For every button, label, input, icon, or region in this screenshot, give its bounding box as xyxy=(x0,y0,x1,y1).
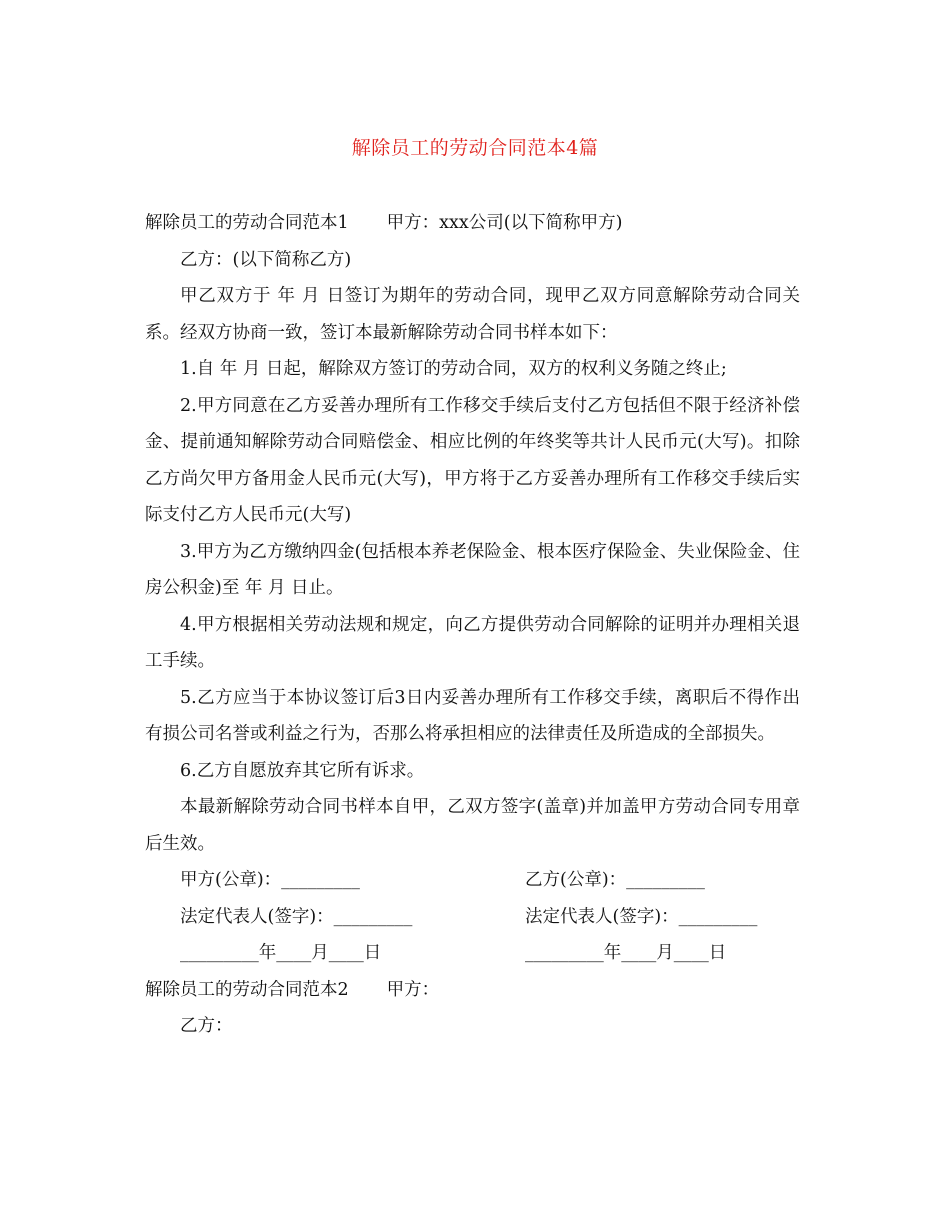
party-b-date-field: _________年____月____日 xyxy=(525,943,727,963)
party-a-seal-field: 甲方(公章)：_________ xyxy=(180,870,360,890)
contract1-item-6: 6.乙方自愿放弃其它所有诉求。 xyxy=(180,760,425,781)
contract2-heading: 解除员工的劳动合同范本2 xyxy=(145,979,349,1000)
party-b-seal-field: 乙方(公章)：_________ xyxy=(525,870,705,890)
contract2-heading-line xyxy=(145,972,800,1009)
contract1-party-b: 乙方：(以下简称乙方) xyxy=(180,249,352,270)
signature-row-representative xyxy=(145,899,800,936)
party-a-representative-field: 法定代表人(签字)：_________ xyxy=(180,906,413,927)
contract1-heading: 解除员工的劳动合同范本1 xyxy=(145,213,349,233)
signature-row-date xyxy=(145,935,800,972)
contract1-item-1: 1.自 年 月 日起，解除双方签订的劳动合同，双方的权利义务随之终止; xyxy=(180,359,727,379)
contract1-item-3: 3.甲方为乙方缴纳四金(包括根本养老保险金、根本医疗保险金、失业保险金、住房公积金)至 年 月 日止。 xyxy=(145,541,800,598)
party-b-representative-field: 法定代表人(签字)：_________ xyxy=(525,906,758,927)
party-a-date-field: _________年____月____日 xyxy=(180,943,382,963)
contract1-closing: 本最新解除劳动合同书样本自甲，乙双方签字(盖章)并加盖甲方劳动合同专用章后生效。 xyxy=(145,797,800,854)
contract1-item-4: 4.甲方根据相关劳动法规和规定，向乙方提供劳动合同解除的证明并办理相关退工手续。 xyxy=(145,614,800,671)
signature-row-seal xyxy=(145,862,800,899)
document-body xyxy=(145,205,800,1045)
contract1-item-2: 2.甲方同意在乙方妥善办理所有工作移交手续后支付乙方包括但不限于经济补偿金、提前通知解除劳动合同赔偿金、相应比例的年终奖等共计人民币元(大写)。扣除乙方尚欠甲方备用金人民币元(大写)，甲方将于乙方妥善办理所有工作移交手续后实际支付乙方人民币元(大写) xyxy=(145,395,800,525)
document-title: 解除员工的劳动合同范本4篇 xyxy=(351,137,599,159)
contract1-party-a: 甲方：xxx公司(以下简称甲方) xyxy=(386,213,623,233)
contract1-intro: 甲乙双方于 年 月 日签订为期年的劳动合同，现甲乙双方同意解除劳动合同关系。经双方协商一致，签订本最新解除劳动合同书样本如下： xyxy=(145,286,800,343)
contract1-heading-line xyxy=(145,205,800,242)
contract1-item-5: 5.乙方应当于本协议签订后3日内妥善办理所有工作移交手续，离职后不得作出有损公司名誉或利益之行为，否那么将承担相应的法律责任及所造成的全部损失。 xyxy=(145,687,800,744)
contract2-party-a: 甲方： xyxy=(386,979,440,1000)
contract2-party-b: 乙方： xyxy=(180,1016,233,1036)
